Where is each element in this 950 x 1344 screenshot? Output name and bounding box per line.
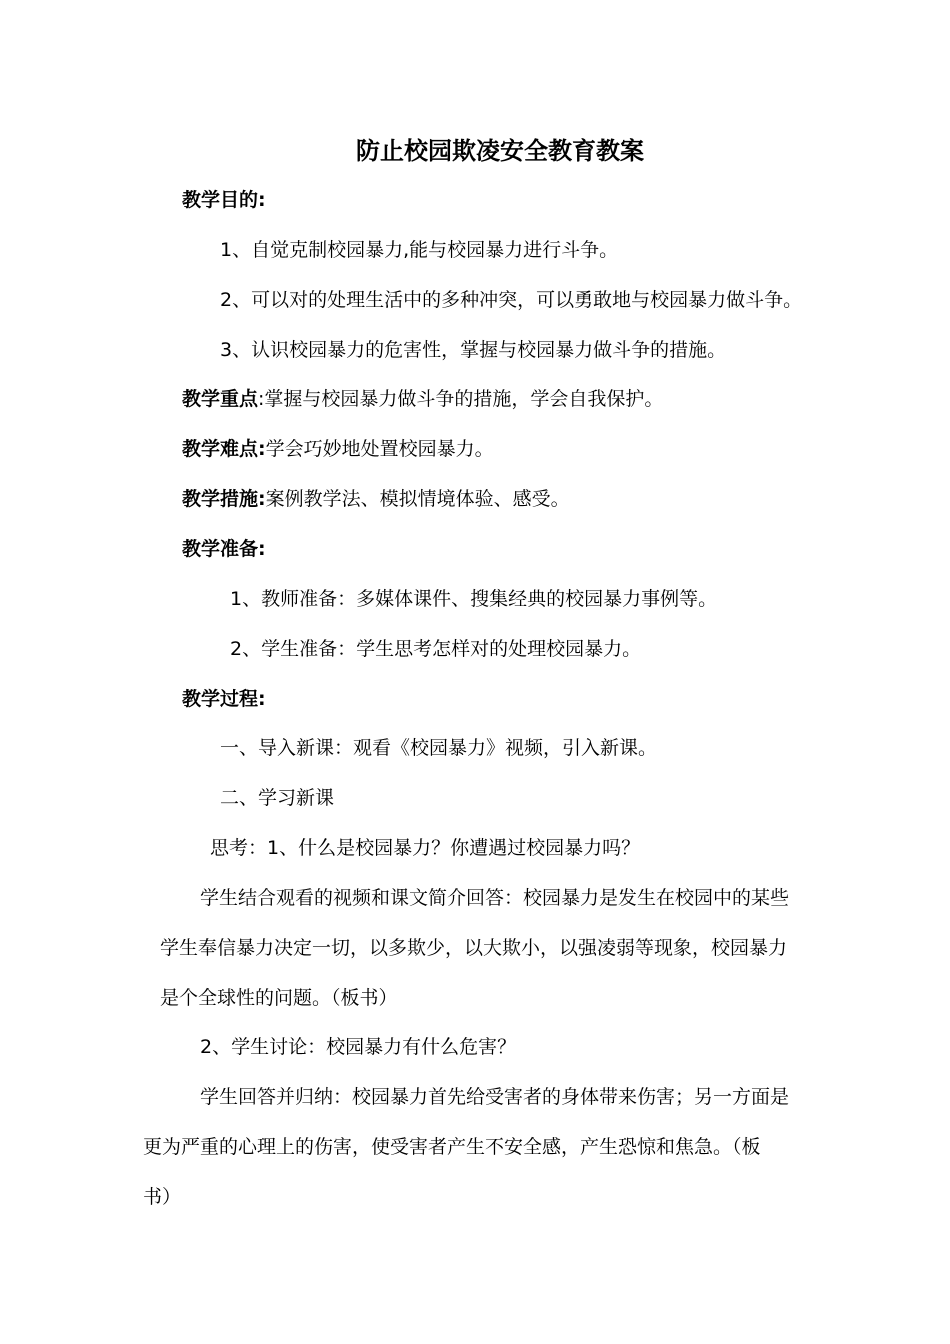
difficulty-line (182, 436, 494, 462)
preparation-item: 2、学生准备：学生思考怎样对的处理校园暴力。 (230, 638, 642, 660)
process-think: 思考：1、什么是校园暴力？你遭遇过校园暴力吗？ (210, 837, 641, 859)
preparation-item: 1、教师准备：多媒体课件、搜集经典的校园暴力事例等。 (230, 588, 718, 610)
key-point-line (182, 386, 663, 412)
methods-text: 案例教学法、模拟情境体验、感受。 (265, 488, 570, 510)
difficulty-text: 学会巧妙地处置校园暴力。 (265, 438, 494, 460)
answer-line: 是个全球性的问题。（板书） (160, 987, 398, 1009)
objective-item: 2、可以对的处理生活中的多种冲突，可以勇敢地与校园暴力做斗争。 (220, 289, 803, 311)
answer-line: 更为严重的心理上的伤害，使受害者产生不安全感，产生恐惊和焦急。（板 (143, 1136, 761, 1158)
key-point-text: :掌握与校园暴力做斗争的措施，学会自我保护。 (258, 388, 664, 410)
answer-line: 学生结合观看的视频和课文简介回答：校园暴力是发生在校园中的某些 (200, 887, 790, 909)
process-discussion: 2、学生讨论：校园暴力有什么危害？ (200, 1036, 517, 1058)
process-new-lesson: 二、学习新课 (220, 787, 335, 809)
process-label: 教学过程: (182, 688, 266, 710)
preparation-label: 教学准备: (182, 538, 266, 560)
answer-line: 学生奉信暴力决定一切，以多欺少，以大欺小，以强凌弱等现象，校园暴力 (160, 937, 788, 959)
process-intro: 一、导入新课：观看《校园暴力》视频，引入新课。 (220, 737, 658, 759)
methods-line (182, 486, 570, 512)
key-point-label: 教学重点 (182, 388, 259, 410)
answer-line: 学生回答并归纳：校园暴力首先给受害者的身体带来伤害；另一方面是 (200, 1086, 790, 1108)
answer-line: 书） (143, 1186, 182, 1208)
difficulty-label: 教学难点: (182, 438, 266, 460)
page-title: 防止校园欺凌安全教育教案 (356, 137, 644, 165)
methods-label: 教学措施: (182, 488, 266, 510)
objective-item: 1、自觉克制校园暴力,能与校园暴力进行斗争。 (220, 239, 619, 261)
objective-item: 3、认识校园暴力的危害性，掌握与校园暴力做斗争的措施。 (220, 339, 727, 361)
objectives-label: 教学目的: (182, 189, 266, 211)
